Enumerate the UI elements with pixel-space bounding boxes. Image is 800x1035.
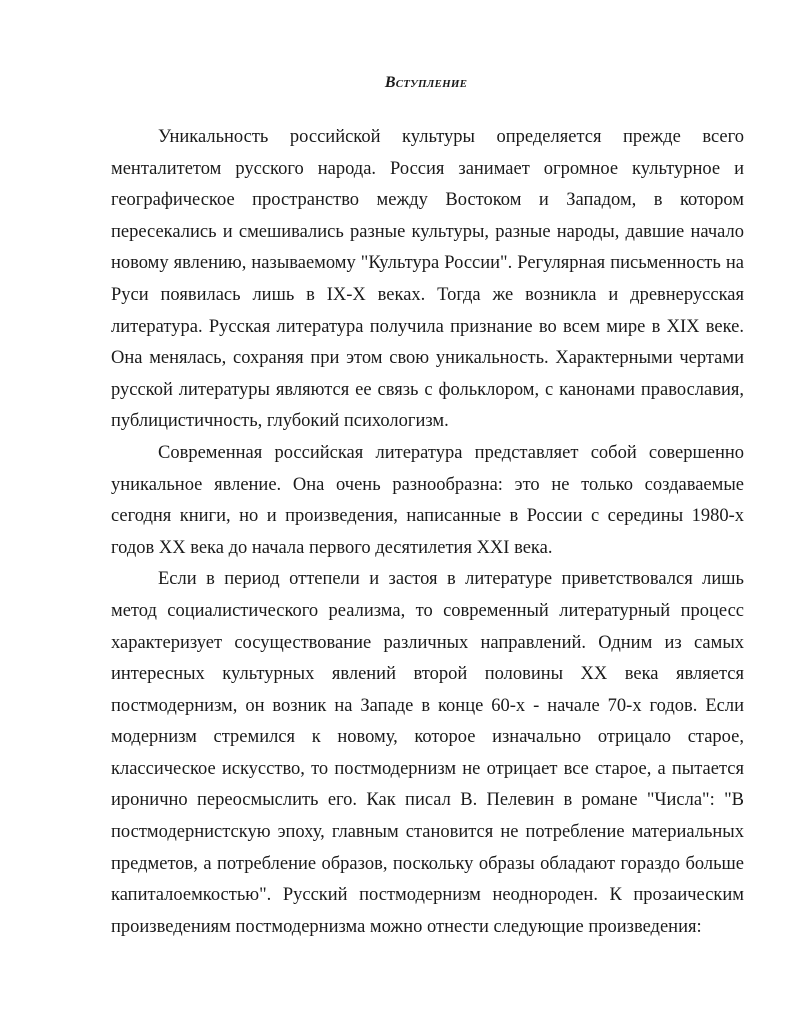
paragraph-postmodernism: Если в период оттепели и застоя в литературе приветствовался лишь метод социалистического реализма, то современный литературный процесс характеризует сосуществование различных направлений. Одним из самых интересных культурных явлений второй половины XX века является постмодернизм, он возник на Западе в конце 60-х - начале 70-х годов. Если модернизм стремился к новому, которое изначально отрицало старое, классическое искусство, то постмодернизм не отрицает все старое, а пытается иронично переосмыслить его. Как писал В. Пелевин в романе "Числа": "В постмодернистскую эпоху, главным становится не потребление материальных предметов, а потребление образов, поскольку образы обладают гораздо больше капиталоемкостью". Русский постмодернизм неоднороден. К прозаическим произведениям постмодернизма можно отнести следующие произведения: [111, 569, 744, 937]
paragraph-intro: Уникальность российской культуры определяется прежде всего менталитетом русского народа. Россия занимает огромное культурное и географическое пространство между Востоком и Западом, в котором пересекались и смешивались разные культуры, разные народы, давшие начало новому явлению, называемому "Культура России". Регулярная письменность на Руси появилась лишь в IX-X веках. Тогда же возникла и древнерусская литература. Русская литература получила признание во всем мире в XIX веке. Она менялась, сохраняя при этом свою уникальность. Характерными чертами русской литературы являются ее связь с фольклором, с канонами православия, публицистичность, глубокий психологизм. [111, 127, 744, 432]
paragraph-modern-literature: Современная российская литература представляет собой совершенно уникальное явление. Она очень разнообразна: это не только создаваемые сегодня книги, но и произведения, написанные в России с середины 1980-х годов XX века до начала первого десятилетия XXI века. [111, 442, 744, 558]
section-title: Вступление [384, 74, 468, 91]
document-body [111, 122, 744, 943]
